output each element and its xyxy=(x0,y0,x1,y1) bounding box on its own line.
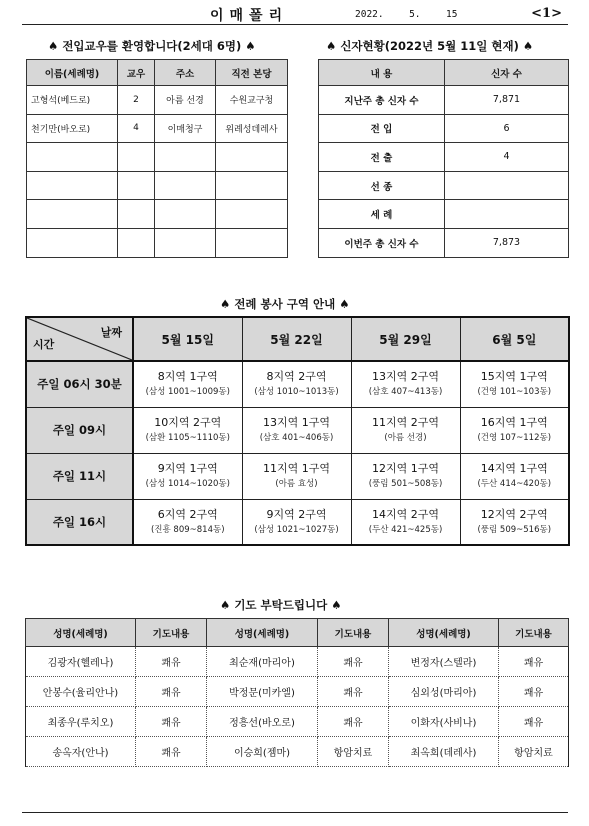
transfer-parish: 수원교구청 xyxy=(216,86,288,115)
page-number: <1> xyxy=(531,6,562,21)
table-row xyxy=(26,407,569,453)
zone-detail: (삼성 1014~1020동) xyxy=(145,479,230,489)
table-row xyxy=(319,86,569,115)
prayer-name: 최옥희(데레사) xyxy=(389,737,499,767)
issue-day: 15 xyxy=(446,9,458,20)
service-cell xyxy=(351,407,460,453)
believers-table xyxy=(318,59,569,258)
prayer-name: 이승희(젬마) xyxy=(207,737,318,767)
service-title: ♠ 전례 봉사 구역 안내 ♠ xyxy=(220,297,350,311)
service-cell xyxy=(242,453,351,499)
service-cell xyxy=(133,361,242,407)
believers-label: 전 입 xyxy=(319,114,445,143)
empty-cell xyxy=(27,200,118,229)
table-row xyxy=(27,228,288,257)
prayer-intention: 항암치료 xyxy=(318,737,389,767)
empty-cell xyxy=(155,228,216,257)
service-cell xyxy=(460,453,569,499)
prayer-name: 안봉수(율리안나) xyxy=(26,677,136,707)
service-cell xyxy=(133,407,242,453)
believers-label: 이번주 총 신자 수 xyxy=(319,228,445,257)
issue-month: 5. xyxy=(409,9,421,20)
prayer-intention: 쾌유 xyxy=(136,737,207,767)
zone-label: 16지역 1구역 xyxy=(480,416,548,429)
service-header-row xyxy=(26,317,569,361)
prayer-intention: 쾌유 xyxy=(318,647,389,677)
zone-label: 14지역 2구역 xyxy=(372,507,439,521)
prayer-intention: 쾌유 xyxy=(499,707,569,737)
zone-label: 11지역 2구역 xyxy=(372,416,439,429)
zone-label: 6지역 2구역 xyxy=(157,507,218,521)
table-row xyxy=(319,171,569,200)
believers-header-content: 내 용 xyxy=(319,60,445,86)
table-row xyxy=(26,707,569,737)
service-cell xyxy=(242,361,351,407)
prayer-intention: 쾌유 xyxy=(318,677,389,707)
prayer-name: 심외성(마리아) xyxy=(389,677,499,707)
service-cell xyxy=(351,361,460,407)
prayer-intention: 쾌유 xyxy=(499,647,569,677)
prayer-intention: 쾌유 xyxy=(499,677,569,707)
prayer-header-intention: 기도내용 xyxy=(499,619,569,647)
zone-detail: (건영 101~103동) xyxy=(477,387,552,398)
zone-detail: (삼성 1010~1013동) xyxy=(254,387,339,398)
service-date: 5월 15일 xyxy=(133,317,242,361)
table-row xyxy=(26,737,569,767)
corner-time-label: 시간 xyxy=(33,338,55,351)
transfer-parish: 위례성데레사 xyxy=(216,114,288,143)
prayer-header-intention: 기도내용 xyxy=(318,619,389,647)
believers-header-count: 신자 수 xyxy=(445,60,569,86)
empty-cell xyxy=(216,171,288,200)
zone-label: 11지역 1구역 xyxy=(263,462,330,475)
prayer-intention: 항암치료 xyxy=(499,737,569,767)
corner-cell xyxy=(26,317,133,361)
table-row xyxy=(27,143,288,172)
believers-header-row xyxy=(319,60,569,86)
service-cell xyxy=(133,453,242,499)
table-row xyxy=(27,200,288,229)
empty-cell xyxy=(27,171,118,200)
transfer-header-name: 이름(세례명) xyxy=(27,60,118,86)
believers-value: 6 xyxy=(445,114,569,143)
table-row xyxy=(26,647,569,677)
zone-detail: (두산 414~420동) xyxy=(477,479,552,489)
issue-date xyxy=(355,9,457,20)
zone-label: 9지역 2구역 xyxy=(266,507,327,521)
footer-divider xyxy=(22,812,568,813)
prayer-header-name: 성명(세례명) xyxy=(207,619,318,647)
table-row xyxy=(26,361,569,407)
believers-label: 선 종 xyxy=(319,171,445,200)
zone-label: 8지역 1구역 xyxy=(157,370,218,384)
believers-label: 지난주 총 신자 수 xyxy=(319,86,445,115)
prayer-table xyxy=(25,618,569,767)
zone-label: 10지역 2구역 xyxy=(154,416,222,429)
transfer-table xyxy=(26,59,288,258)
prayer-header-row xyxy=(26,619,569,647)
service-cell xyxy=(133,499,242,545)
transfer-header-address: 주소 xyxy=(155,60,216,86)
empty-cell xyxy=(27,143,118,172)
empty-cell xyxy=(155,143,216,172)
empty-cell xyxy=(216,200,288,229)
table-row xyxy=(27,86,288,115)
empty-cell xyxy=(118,143,155,172)
prayer-intention: 쾌유 xyxy=(136,647,207,677)
empty-cell xyxy=(27,228,118,257)
prayer-name: 최순재(마리아) xyxy=(207,647,318,677)
service-time: 주일 11시 xyxy=(26,453,133,499)
prayer-intention: 쾌유 xyxy=(136,677,207,707)
believers-value: 4 xyxy=(445,143,569,172)
transfer-header-parish: 직전 본당 xyxy=(216,60,288,86)
prayer-name: 박정문(미카엘) xyxy=(207,677,318,707)
transfer-title: ♠ 전입교우를 환영합니다(2세대 6명) ♠ xyxy=(48,39,256,53)
service-cell xyxy=(242,499,351,545)
zone-detail: (삼성 1001~1009동) xyxy=(145,387,230,398)
transfer-address: 아름 선경 xyxy=(155,86,216,115)
transfer-count: 2 xyxy=(118,86,155,115)
issue-year: 2022. xyxy=(355,9,384,20)
believers-title: ♠ 신자현황(2022년 5월 11일 현재) ♠ xyxy=(326,39,534,53)
zone-detail: (두산 421~425동) xyxy=(368,524,443,535)
zone-detail: (삼호 407~413동) xyxy=(368,387,443,398)
page-header xyxy=(22,5,568,25)
zone-label: 13지역 2구역 xyxy=(372,370,439,384)
corner-date-label: 날짜 xyxy=(100,326,122,339)
empty-cell xyxy=(118,200,155,229)
service-time: 주일 16시 xyxy=(26,499,133,545)
zone-label: 8지역 2구역 xyxy=(266,370,327,384)
believers-value xyxy=(445,200,569,229)
prayer-header-name: 성명(세례명) xyxy=(389,619,499,647)
empty-cell xyxy=(155,171,216,200)
transfer-count: 4 xyxy=(118,114,155,143)
table-row xyxy=(319,228,569,257)
empty-cell xyxy=(216,228,288,257)
transfer-name: 고형석(베드로) xyxy=(27,86,118,115)
empty-cell xyxy=(118,171,155,200)
prayer-name: 변정자(스텔라) xyxy=(389,647,499,677)
bulletin-title: 이매폴리 xyxy=(210,8,289,24)
prayer-title: ♠ 기도 부탁드립니다 ♠ xyxy=(220,598,342,612)
prayer-name: 김광자(헬레나) xyxy=(26,647,136,677)
transfer-address: 이매청구 xyxy=(155,114,216,143)
service-cell xyxy=(460,361,569,407)
zone-detail: (풍림 501~508동) xyxy=(368,479,443,489)
believers-value xyxy=(445,171,569,200)
zone-detail: (아름 효성) xyxy=(275,479,318,489)
service-cell xyxy=(351,499,460,545)
transfer-name: 천기만(바오로) xyxy=(27,114,118,143)
prayer-name: 최종우(루치오) xyxy=(26,707,136,737)
service-time: 주일 09시 xyxy=(26,407,133,453)
table-row xyxy=(319,200,569,229)
service-time: 주일 06시 30분 xyxy=(26,361,133,407)
zone-label: 12지역 2구역 xyxy=(480,507,548,521)
prayer-name: 송옥자(안나) xyxy=(26,737,136,767)
zone-detail: (삼환 1105~1110동) xyxy=(145,433,230,443)
prayer-intention: 쾌유 xyxy=(136,707,207,737)
believers-label: 세 례 xyxy=(319,200,445,229)
believers-label: 전 출 xyxy=(319,143,445,172)
prayer-header-name: 성명(세례명) xyxy=(26,619,136,647)
transfer-header-row xyxy=(27,60,288,86)
table-row xyxy=(27,171,288,200)
service-cell xyxy=(242,407,351,453)
transfer-header-count: 교우 xyxy=(118,60,155,86)
prayer-name: 이화자(사비나) xyxy=(389,707,499,737)
believers-value: 7,873 xyxy=(445,228,569,257)
zone-detail: (삼호 401~406동) xyxy=(259,433,334,443)
empty-cell xyxy=(216,143,288,172)
zone-detail: (건영 107~112동) xyxy=(477,433,552,443)
service-date: 6월 5일 xyxy=(460,317,569,361)
table-row xyxy=(319,114,569,143)
service-cell xyxy=(460,499,569,545)
empty-cell xyxy=(155,200,216,229)
table-row xyxy=(319,143,569,172)
zone-label: 12지역 1구역 xyxy=(372,462,439,475)
empty-cell xyxy=(118,228,155,257)
zone-label: 15지역 1구역 xyxy=(480,370,548,384)
zone-detail: (아름 선경) xyxy=(384,433,427,443)
prayer-intention: 쾌유 xyxy=(318,707,389,737)
table-row xyxy=(26,677,569,707)
zone-detail: (삼성 1021~1027동) xyxy=(254,524,339,535)
table-row xyxy=(27,114,288,143)
zone-label: 14지역 1구역 xyxy=(480,462,548,475)
prayer-name: 정흥선(바오로) xyxy=(207,707,318,737)
believers-value: 7,871 xyxy=(445,86,569,115)
table-row xyxy=(26,499,569,545)
service-cell xyxy=(460,407,569,453)
zone-detail: (풍림 509~516동) xyxy=(477,524,552,535)
table-row xyxy=(26,453,569,499)
service-date: 5월 22일 xyxy=(242,317,351,361)
service-cell xyxy=(351,453,460,499)
service-schedule-table xyxy=(25,316,570,546)
zone-detail: (진흥 809~814동) xyxy=(150,524,225,535)
service-date: 5월 29일 xyxy=(351,317,460,361)
prayer-header-intention: 기도내용 xyxy=(136,619,207,647)
zone-label: 13지역 1구역 xyxy=(263,416,330,429)
zone-label: 9지역 1구역 xyxy=(157,462,218,475)
